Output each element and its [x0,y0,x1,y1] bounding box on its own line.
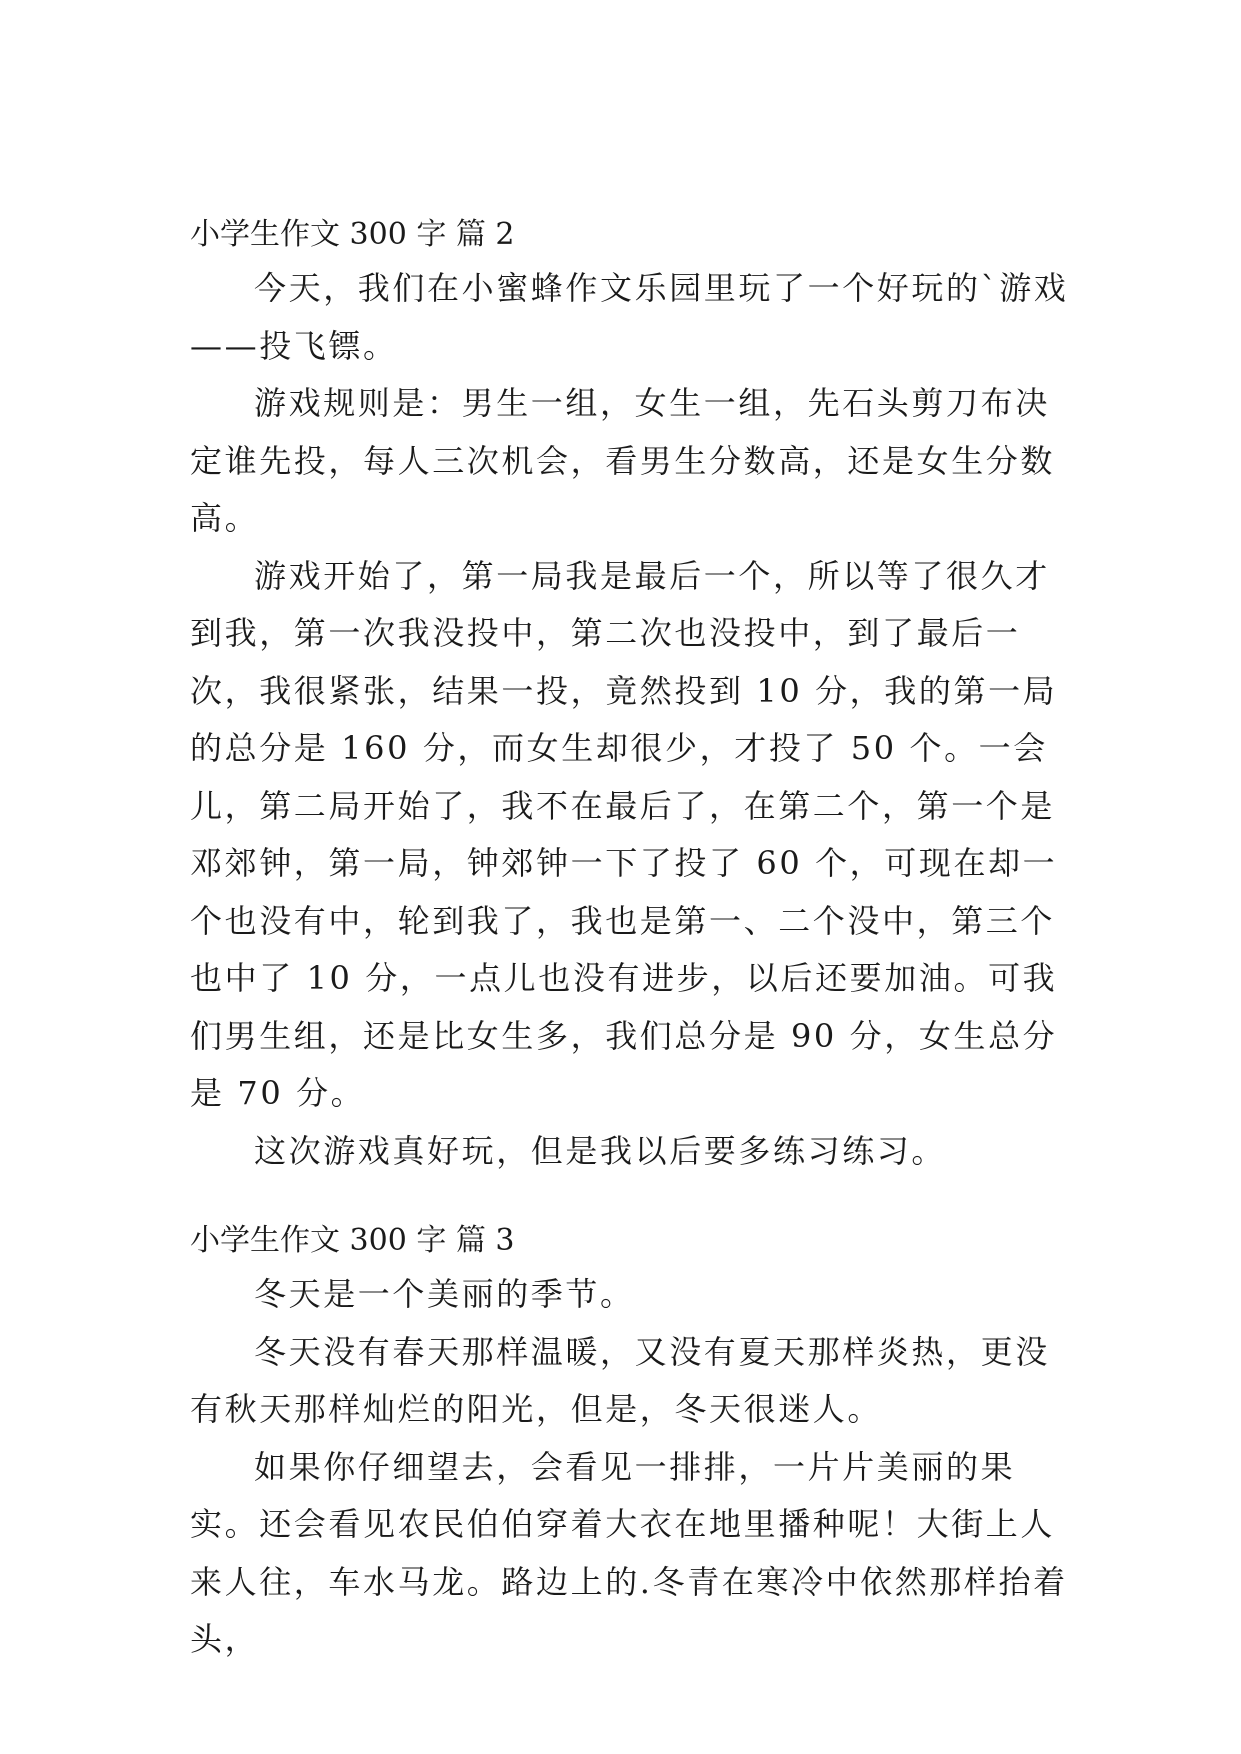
paragraph: 这次游戏真好玩，但是我以后要多练习练习。 [254,1131,947,1170]
paragraph: 游戏规则是：男生一组，女生一组，先石头剪刀布决定谁先投，每人三次机会，看男生分数高，还是女生分数高。 [190,384,1056,537]
paragraph: 游戏开始了，第一局我是最后一个，所以等了很久才到我，第一次我没投中，第二次也没投中，到了最后一次，我很紧张，结果一投，竟然投到 10 分，我的第一局的总分是 160 分，而女生却很少，才投了 50 个。一会儿，第二局开始了，我不在最后了，在第二个，第一个是邓郊钟，第一局，钟郊钟一下了投了 60 个，可现在却一个也没有中，轮到我了，我也是第一、二个没中，第三个也中了 10 分，一点儿也没有进步，以后还要加油。可我们男生组，还是比女生多，我们总分是 90 分，女生总分是 70 分。 [190,556,1058,1112]
section-heading: 小学生作文 300 字 篇 2 [190,217,515,252]
paragraph: 冬天没有春天那样温暖，又没有夏天那样炎热，更没有秋天那样灿烂的阳光，但是，冬天很迷人。 [190,1332,1050,1428]
paragraph: 冬天是一个美丽的季节。 [254,1275,635,1313]
essay-section-3 [190,1222,1070,1669]
document-body [190,216,1070,1669]
essay-section-2 [190,216,1070,1180]
paragraph: 如果你仔细望去，会看见一排排，一片片美丽的果实。还会看见农民伯伯穿着大衣在地里播种呢！大街上人来人往，车水马龙。路边上的.冬青在寒冷中依然那样抬着头， [190,1447,1068,1658]
section-heading: 小学生作文 300 字 篇 3 [190,1223,515,1258]
paragraph: 今天，我们在小蜜蜂作文乐园里玩了一个好玩的`游戏——投飞镖。 [190,269,1069,365]
